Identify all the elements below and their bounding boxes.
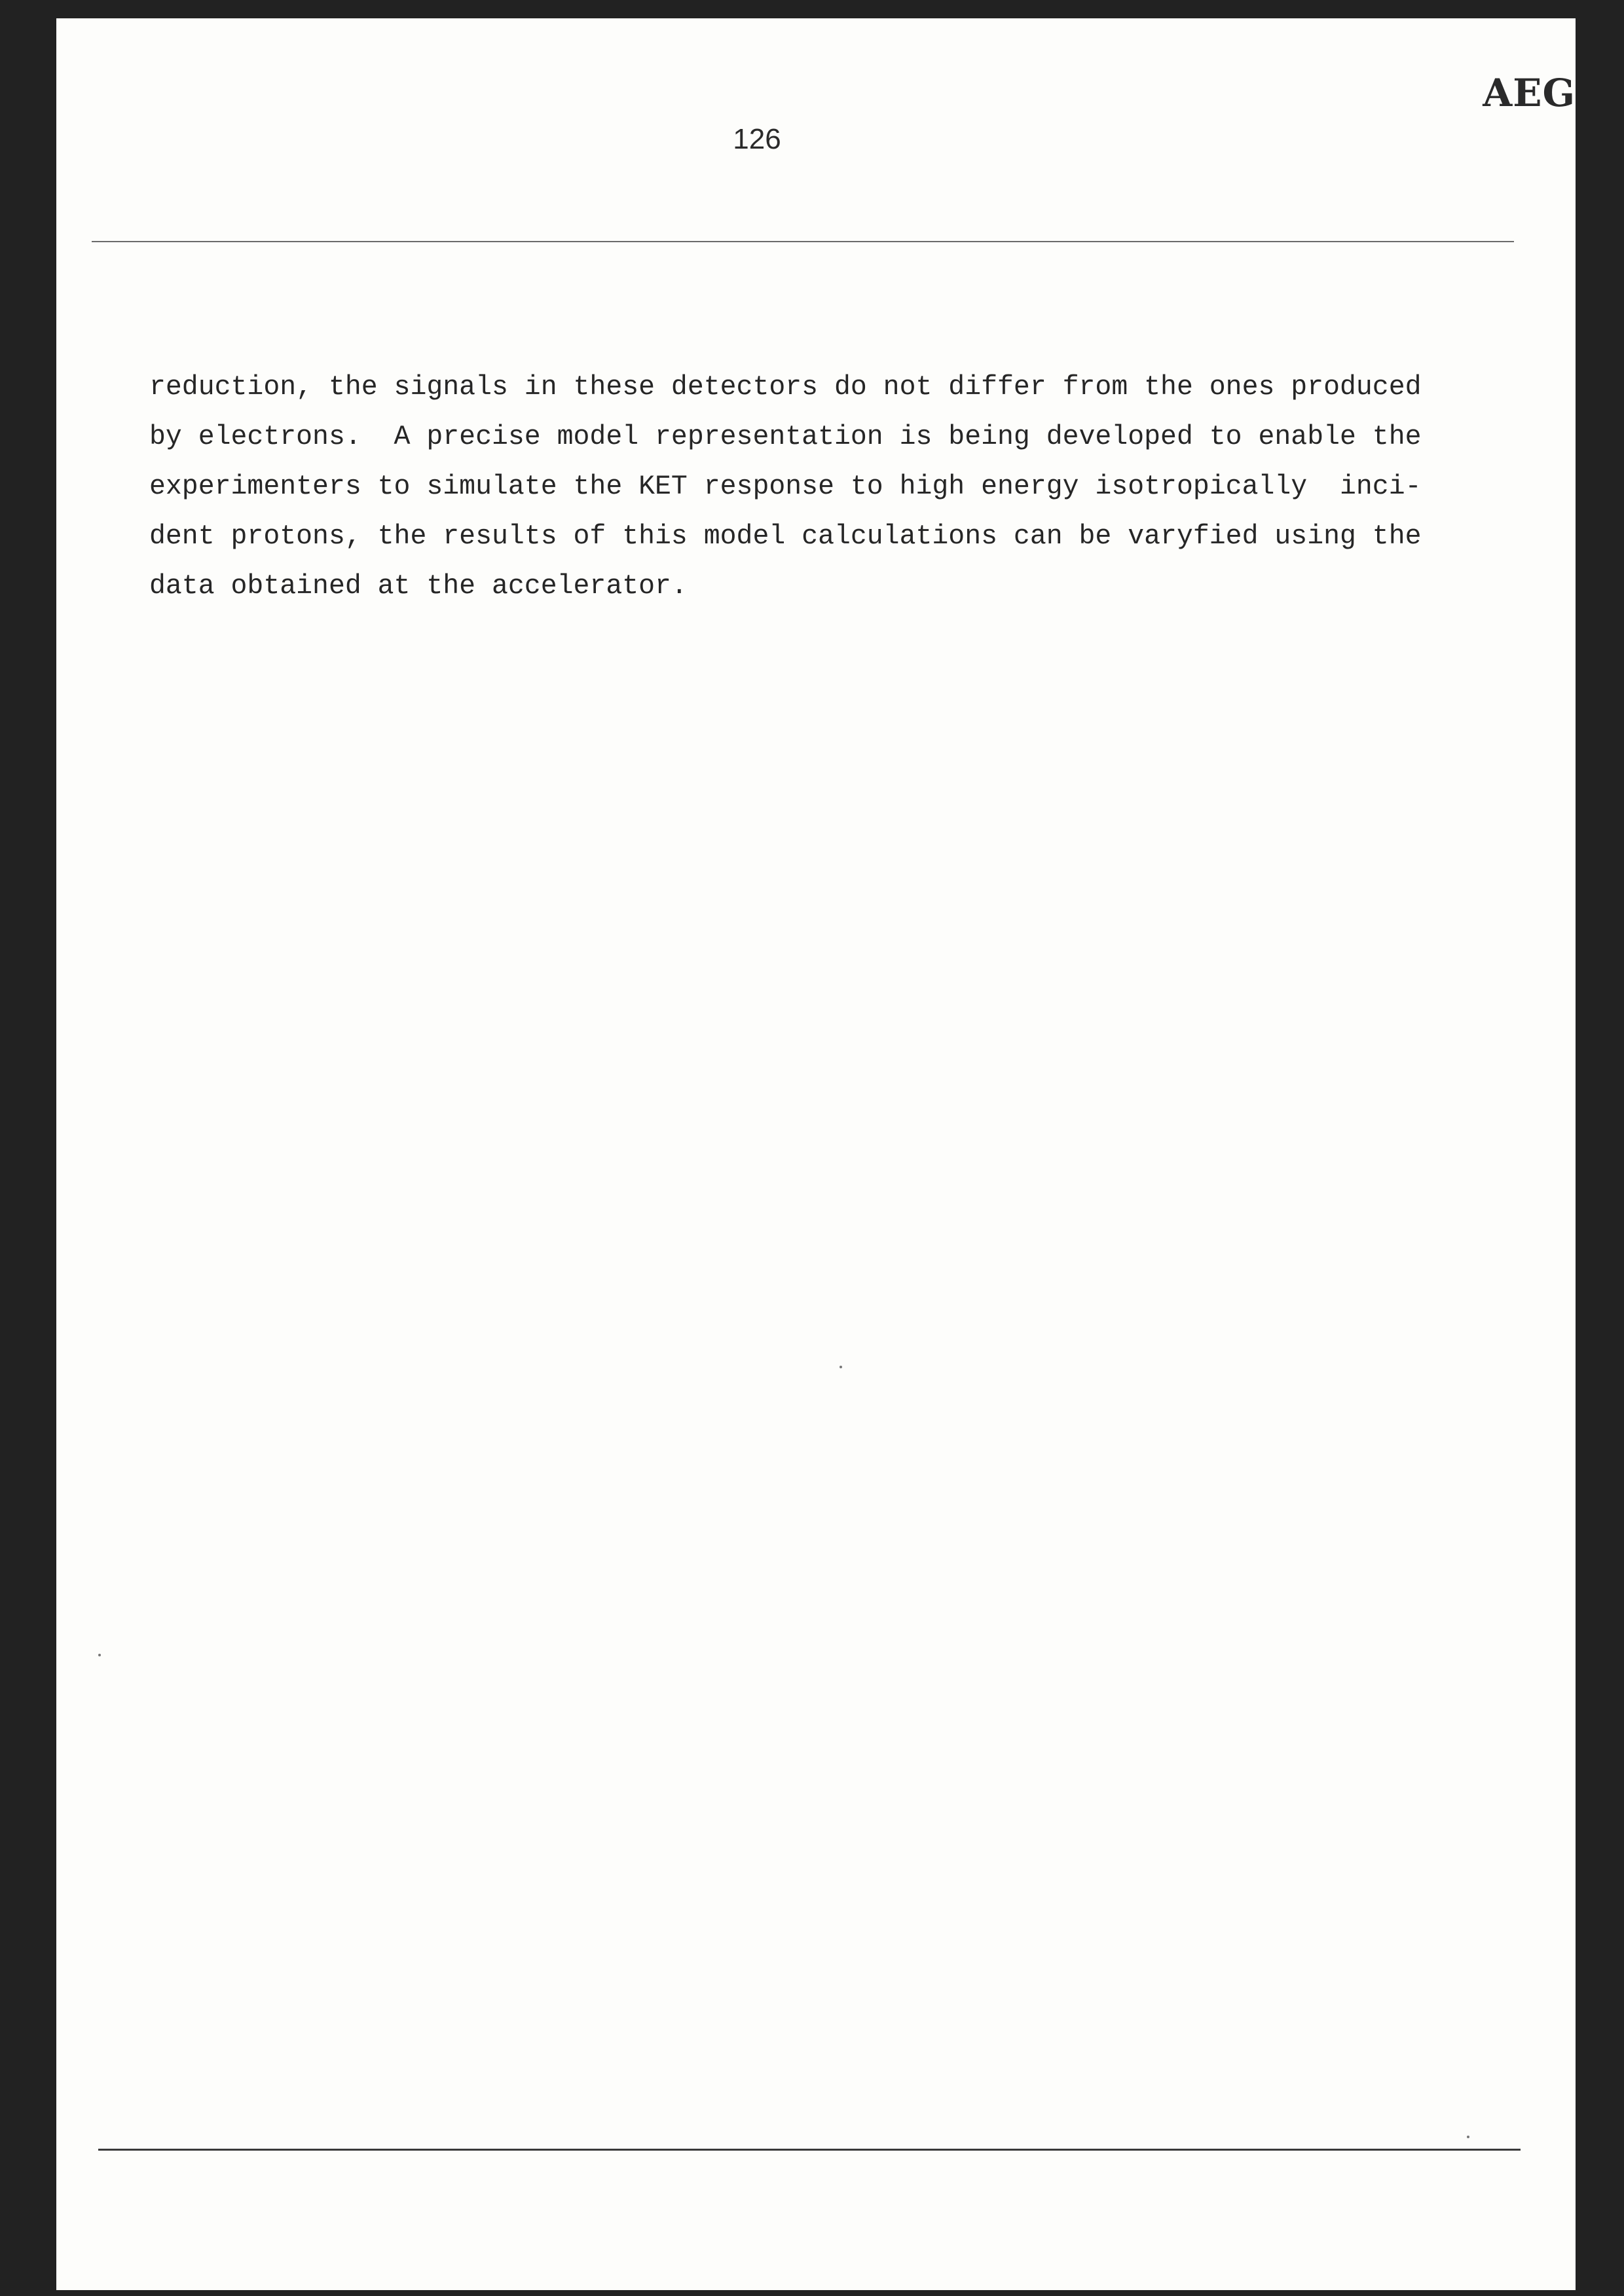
header-divider <box>92 241 1514 242</box>
document-page <box>56 18 1576 2290</box>
body-paragraph <box>149 363 1422 611</box>
footer-divider <box>98 2149 1521 2151</box>
body-line: by electrons. A precise model representation is being developed to enable the <box>149 422 1422 452</box>
scan-speck <box>1467 2136 1469 2138</box>
body-line: data obtained at the accelerator. <box>149 571 688 602</box>
scan-speck <box>98 1654 101 1656</box>
company-logo: AEG <box>1483 71 1576 115</box>
page-number: 126 <box>733 123 781 155</box>
body-line: reduction, the signals in these detectors do not differ from the ones produced <box>149 372 1422 403</box>
body-line: experimenters to simulate the KET response to high energy isotropically inci- <box>149 471 1422 502</box>
body-line: dent protons, the results of this model calculations can be varyfied using the <box>149 521 1422 552</box>
scan-speck <box>840 1366 842 1368</box>
